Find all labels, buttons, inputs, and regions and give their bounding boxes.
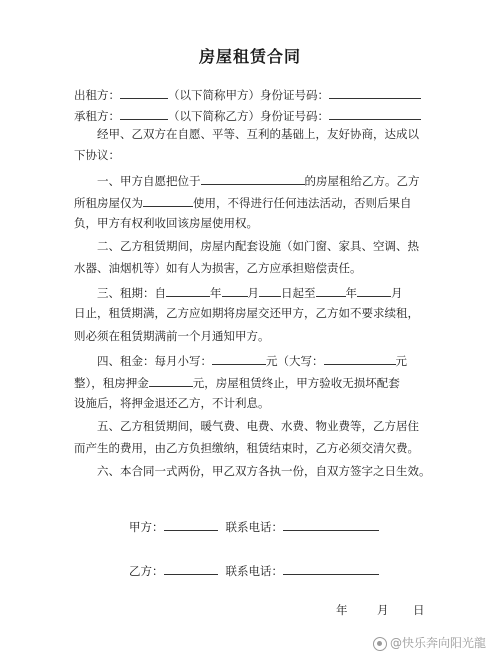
clause-1-text-c: 所租房屋仅为 <box>74 196 143 210</box>
clause-3-line-3: 则必须在租赁期满前一个月通知甲方。 <box>74 329 270 343</box>
rent-capital-label: 元（大写： <box>266 354 324 368</box>
clause-3-line-1 <box>74 284 426 301</box>
clause-6: 六、本合同一式两份，甲乙双方各执一份，自双方签字之日生效。 <box>74 464 431 478</box>
clause-4-line-1 <box>74 352 426 369</box>
clause-3-line-2: 日止，租赁期满，乙方应如期将房屋交还甲方，乙方如不要求续租， <box>74 306 419 320</box>
clause-4-text-c: 元，房屋租赁终止，甲方验收无损坏配套 <box>192 376 400 390</box>
date-month: 月 <box>377 603 389 617</box>
watermark <box>373 634 486 651</box>
lessee-line <box>74 107 426 124</box>
lessor-name-blank[interactable] <box>120 86 168 99</box>
watermark-text: @快乐奔向阳光龍 <box>389 636 486 650</box>
lessee-label: 承租方： <box>74 109 120 123</box>
from-to-label: 日起至 <box>281 286 316 300</box>
party-b-label: 乙方： <box>129 564 164 578</box>
end-year-blank[interactable] <box>316 284 346 297</box>
clause-5-line-1: 五、乙方租赁期间，暖气费、电费、水费、物业费等，乙方居住 <box>74 419 419 433</box>
clause-1-text-a: 一、甲方自愿把位于 <box>74 174 201 188</box>
clause-4-line-2 <box>74 374 426 391</box>
lessor-note: （以下简称甲方）身份证号码： <box>168 88 329 102</box>
clause-3-text-a: 三、租期：自 <box>74 286 166 300</box>
clause-1-line-2 <box>74 194 426 211</box>
party-a-phone-label: 联系电话： <box>225 520 283 534</box>
clause-2-line-1: 二、乙方租赁期间，房屋内配套设施（如门窗、家具、空调、热 <box>74 239 419 253</box>
clause-1-line-3: 负，甲方有权利收回该房屋使用权。 <box>74 216 258 230</box>
month-label: 月 <box>247 286 259 300</box>
intro-line-2: 下协议： <box>74 148 120 162</box>
lessor-id-blank[interactable] <box>329 86 421 99</box>
lessor-label: 出租方： <box>74 88 120 102</box>
clause-1-text-d: 使用，不得进行任何违法活动，否则后果自 <box>193 196 412 210</box>
clause-5-line-2: 而产生的费用，由乙方负担缴纳，租赁结束时，乙方必须交清欠费。 <box>74 441 419 455</box>
clause-1-line-1 <box>74 172 426 189</box>
clause-1-text-b: 的房屋租给乙方。乙方 <box>304 174 420 188</box>
party-a-signature-line <box>129 518 379 535</box>
party-a-label: 甲方： <box>129 520 164 534</box>
date-day: 日 <box>413 603 425 617</box>
lessee-id-blank[interactable] <box>329 107 421 120</box>
end-month-blank[interactable] <box>357 284 391 297</box>
date-year: 年 <box>336 603 348 617</box>
usage-blank[interactable] <box>143 194 193 207</box>
clause-4-text-b: 整），租房押金 <box>74 376 149 390</box>
party-b-phone-label: 联系电话： <box>225 564 283 578</box>
party-b-signature-line <box>129 562 379 579</box>
lessee-note: （以下简称乙方）身份证号码： <box>168 109 329 123</box>
start-day-blank[interactable] <box>259 284 281 297</box>
deposit-blank[interactable] <box>149 374 193 387</box>
month-label-2: 月 <box>391 286 403 300</box>
clause-4-line-3: 设施后，将押金退还乙方，不计利息。 <box>74 396 270 410</box>
camera-icon <box>373 637 387 651</box>
intro-line-1: 经甲、乙双方在自愿、平等、互利的基础上，友好协商，达成以 <box>74 127 419 141</box>
party-a-phone-blank[interactable] <box>283 518 379 531</box>
clause-2-line-2: 水器、油烟机等）如有人为损害，乙方应承担赔偿责任。 <box>74 261 362 275</box>
year-label-2: 年 <box>345 286 357 300</box>
party-b-phone-blank[interactable] <box>283 562 379 575</box>
year-label: 年 <box>210 286 222 300</box>
lessor-line <box>74 86 426 103</box>
start-month-blank[interactable] <box>222 284 248 297</box>
party-b-sign-blank[interactable] <box>164 562 218 575</box>
party-a-sign-blank[interactable] <box>164 518 218 531</box>
rent-amount-blank[interactable] <box>212 352 266 365</box>
start-year-blank[interactable] <box>166 284 210 297</box>
document-title: 房屋租赁合同 <box>198 47 301 66</box>
property-address-blank[interactable] <box>201 172 305 185</box>
rent-capital-blank[interactable] <box>324 352 396 365</box>
lessee-name-blank[interactable] <box>120 107 168 120</box>
yuan-label: 元 <box>395 354 407 368</box>
clause-4-text-a: 四、租金：每月小写： <box>74 354 212 368</box>
